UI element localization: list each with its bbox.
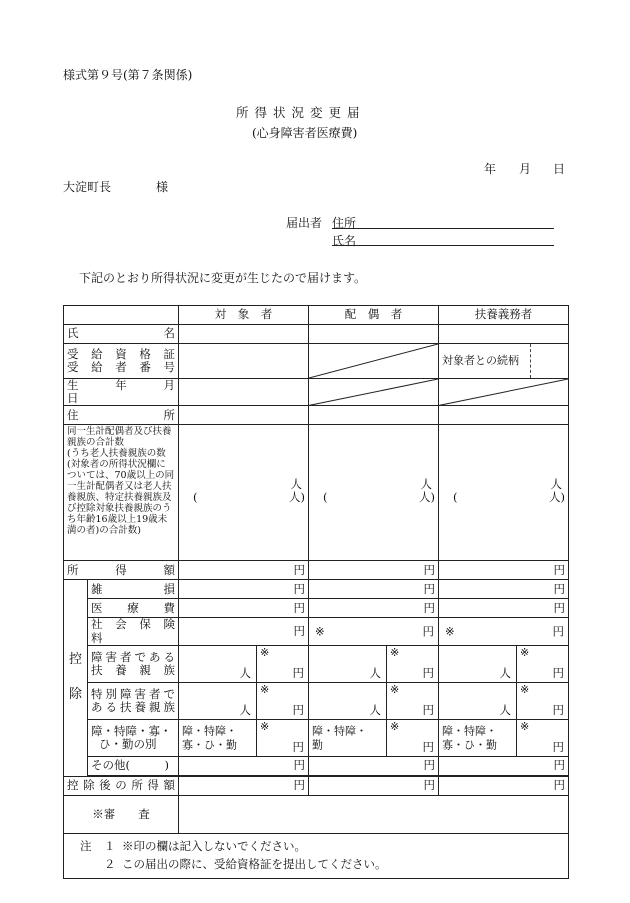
- row-special-label: [88, 682, 179, 719]
- form-subtitle: (心身障害者医療費): [252, 126, 358, 140]
- subject-cert-number[interactable]: [179, 344, 309, 379]
- unit-yen: 円: [292, 665, 304, 680]
- header-blank: [64, 306, 179, 325]
- supporter-address[interactable]: [439, 406, 569, 425]
- unit-person-close: 人): [549, 490, 565, 505]
- deduction-char-1: 控: [68, 652, 82, 668]
- subject-disabled-count[interactable]: [179, 645, 257, 682]
- unit-person: 人: [499, 702, 511, 717]
- subject-dependents[interactable]: [179, 425, 309, 561]
- diagonal-slash: [309, 379, 438, 405]
- date-day-label: 日: [553, 162, 566, 176]
- kome-mark: ※: [390, 682, 400, 696]
- supporter-income[interactable]: 円: [439, 561, 569, 580]
- subject-other[interactable]: 円: [179, 756, 309, 775]
- applicant-label: 届出者: [286, 216, 323, 230]
- row-medical-label: 医 療 費: [88, 599, 179, 618]
- supporter-category[interactable]: [439, 719, 517, 756]
- kome-mark: ※: [260, 719, 270, 733]
- special-label-line1: 特別障害者で: [91, 686, 175, 701]
- row-loss-label: 雑 損: [88, 580, 179, 599]
- subject-disabled-amount[interactable]: [257, 645, 309, 682]
- addressee-honorific: 様: [156, 180, 169, 194]
- kome-mark: ※: [315, 624, 325, 639]
- category-label-line1: 障・特障・寡・: [91, 723, 172, 738]
- disabled-label-line2: 扶 養 親 族: [91, 662, 175, 677]
- unit-person: 人: [499, 665, 511, 680]
- unit-yen: 円: [422, 702, 434, 717]
- spouse-birth[interactable]: [309, 379, 439, 406]
- spouse-disabled-count[interactable]: [309, 645, 387, 682]
- spouse-special-amount[interactable]: [387, 682, 439, 719]
- spouse-category-line1: 障・特障・: [312, 724, 367, 738]
- supporter-category-line1: 障・特障・: [442, 724, 497, 738]
- applicant-name-line[interactable]: [332, 245, 554, 246]
- row-category-label: [88, 719, 179, 756]
- spouse-other[interactable]: 円: [309, 756, 439, 775]
- relation-label: 対象者との続柄: [442, 354, 519, 368]
- relation-divider: [530, 344, 531, 378]
- kome-mark: ※: [390, 719, 400, 733]
- kome-mark: ※: [520, 645, 530, 659]
- supporter-category-options: [442, 724, 497, 752]
- col-spouse: 配 偶 者: [309, 306, 439, 325]
- subject-category-line1: 障・特障・: [182, 724, 237, 738]
- subject-name[interactable]: [179, 325, 309, 344]
- unit-yen: 円: [292, 739, 304, 754]
- applicant-address-label: 住所: [332, 216, 357, 230]
- subject-insurance[interactable]: 円: [179, 618, 309, 645]
- spouse-loss[interactable]: 円: [309, 580, 439, 599]
- unit-yen: 円: [422, 624, 434, 639]
- note-1-text: ※印の欄は記入しないでください。: [122, 838, 306, 853]
- supporter-category-line2: 寡・ひ・勤: [442, 737, 497, 751]
- kome-mark: ※: [390, 645, 400, 659]
- income-change-table: [63, 305, 569, 879]
- row-name-label: 氏 名: [64, 325, 179, 344]
- row-insurance-label: 社 会 保 険 料: [88, 618, 179, 645]
- diagonal-slash: [439, 379, 568, 405]
- unit-person: 人: [239, 665, 251, 680]
- kome-mark: ※: [520, 682, 530, 696]
- row-disabled-label: [88, 645, 179, 682]
- unit-person: 人: [369, 665, 381, 680]
- unit-person-close: 人): [419, 490, 435, 505]
- intro-text: 下記のとおり所得状況に変更が生じたので届けます。: [79, 271, 367, 285]
- subject-category-line2: 寡・ひ・勤: [182, 737, 237, 751]
- row-income-label: 所 得 額: [64, 561, 179, 580]
- deduction-char-2: 除: [68, 687, 82, 703]
- applicant-address-line[interactable]: [332, 228, 554, 229]
- form-number: 様式第９号(第７条関係): [63, 68, 193, 82]
- unit-yen: 円: [552, 739, 564, 754]
- spouse-medical[interactable]: 円: [309, 599, 439, 618]
- spouse-category-options: [312, 724, 367, 752]
- row-cert-label: [64, 344, 179, 379]
- subject-address[interactable]: [179, 406, 309, 425]
- subject-category[interactable]: [179, 719, 257, 756]
- spouse-income[interactable]: 円: [309, 561, 439, 580]
- spouse-disabled-amount[interactable]: [387, 645, 439, 682]
- subject-special-count[interactable]: [179, 682, 257, 719]
- col-subject: 対 象 者: [179, 306, 309, 325]
- supporter-special-amount[interactable]: [517, 682, 569, 719]
- supporter-loss[interactable]: 円: [439, 580, 569, 599]
- notes-label: 注: [80, 838, 92, 853]
- unit-person: 人: [290, 477, 302, 492]
- row-birth-label: 生 年 月 日: [64, 379, 179, 406]
- spouse-insurance[interactable]: [309, 618, 439, 645]
- unit-person: 人: [420, 477, 432, 492]
- subject-loss[interactable]: 円: [179, 580, 309, 599]
- supporter-category-amount[interactable]: [517, 719, 569, 756]
- subject-after-deduction[interactable]: 円: [179, 776, 309, 795]
- spouse-address[interactable]: [309, 406, 439, 425]
- kome-mark: ※: [520, 719, 530, 733]
- supporter-medical[interactable]: 円: [439, 599, 569, 618]
- unit-yen: 円: [552, 665, 564, 680]
- spouse-name[interactable]: [309, 325, 439, 344]
- subject-birth[interactable]: [179, 379, 309, 406]
- supporter-disabled-count[interactable]: [439, 645, 517, 682]
- category-label-line2: ひ・勤の別: [99, 736, 157, 751]
- form-title: 所得状況変更届: [236, 105, 366, 120]
- supporter-disabled-amount[interactable]: [517, 645, 569, 682]
- row-review-label: ※審 査: [64, 795, 179, 833]
- applicant-name-label: 氏名: [332, 234, 357, 248]
- supporter-name[interactable]: [439, 325, 569, 344]
- addressee-town: 大淀町長: [63, 180, 112, 194]
- subject-medical[interactable]: 円: [179, 599, 309, 618]
- spouse-dependents[interactable]: [309, 425, 439, 561]
- kome-mark: ※: [445, 624, 455, 639]
- col-supporter: 扶養義務者: [439, 306, 569, 325]
- date-month-label: 月: [519, 162, 532, 176]
- unit-person-close: 人): [289, 490, 305, 505]
- spouse-after-deduction[interactable]: 円: [309, 776, 439, 795]
- unit-person: 人: [550, 477, 562, 492]
- subject-category-options: [182, 724, 237, 752]
- supporter-dependents[interactable]: [439, 425, 569, 561]
- row-dependents-label: 同一生計配偶者及び扶養親族の合計数 (うち老人扶養親族の数 (対象者の所得状況欄については、70歳以上の同一生計配偶者又は老人扶養親族、特定扶養親族及び控除対象扶養親族のうち年齢16歳以上19歳未満の者)の合計数): [64, 425, 179, 561]
- kome-mark: ※: [260, 645, 270, 659]
- spouse-category[interactable]: [309, 719, 387, 756]
- supporter-special-count[interactable]: [439, 682, 517, 719]
- unit-yen: 円: [552, 624, 564, 639]
- row-other-label: その他( ): [88, 756, 179, 775]
- note-2-text: この届出の際に、受給資格証を提出してください。: [122, 856, 387, 871]
- supporter-after-deduction[interactable]: 円: [439, 776, 569, 795]
- date-year-label: 年: [484, 162, 497, 176]
- spouse-special-count[interactable]: [309, 682, 387, 719]
- unit-yen: 円: [552, 702, 564, 717]
- subject-income[interactable]: 円: [179, 561, 309, 580]
- kome-mark: ※: [260, 682, 270, 696]
- subject-special-amount[interactable]: [257, 682, 309, 719]
- unit-person: 人: [239, 702, 251, 717]
- review-field[interactable]: [179, 795, 569, 833]
- supporter-other[interactable]: 円: [439, 756, 569, 775]
- cert-label-line2: 受 給 者 番 号: [67, 360, 175, 374]
- notes-box: [64, 833, 569, 878]
- open-paren: (: [453, 490, 458, 505]
- row-after-deduction-label: 控除後の所得額: [64, 776, 179, 795]
- unit-yen: 円: [292, 702, 304, 717]
- unit-person: 人: [369, 702, 381, 717]
- open-paren: (: [323, 490, 328, 505]
- disabled-label-line1: 障害者である: [91, 649, 175, 664]
- diagonal-slash: [309, 344, 438, 378]
- unit-yen: 円: [422, 739, 434, 754]
- supporter-relation[interactable]: [439, 344, 569, 379]
- note-2-number: ２: [104, 856, 116, 871]
- spouse-category-amount[interactable]: [387, 719, 439, 756]
- special-label-line2: ある扶養親族: [91, 699, 175, 714]
- note-1-number: １: [104, 838, 116, 853]
- spouse-cert-slashed: [309, 344, 439, 379]
- spouse-category-line2: 勤: [312, 737, 323, 751]
- supporter-birth[interactable]: [439, 379, 569, 406]
- cert-label-line1: 受 給 資 格 証: [67, 346, 175, 361]
- open-paren: (: [193, 490, 198, 505]
- row-address-label: 住 所: [64, 406, 179, 425]
- subject-category-amount[interactable]: [257, 719, 309, 756]
- supporter-insurance[interactable]: [439, 618, 569, 645]
- unit-yen: 円: [422, 665, 434, 680]
- deduction-group-label: [64, 580, 88, 776]
